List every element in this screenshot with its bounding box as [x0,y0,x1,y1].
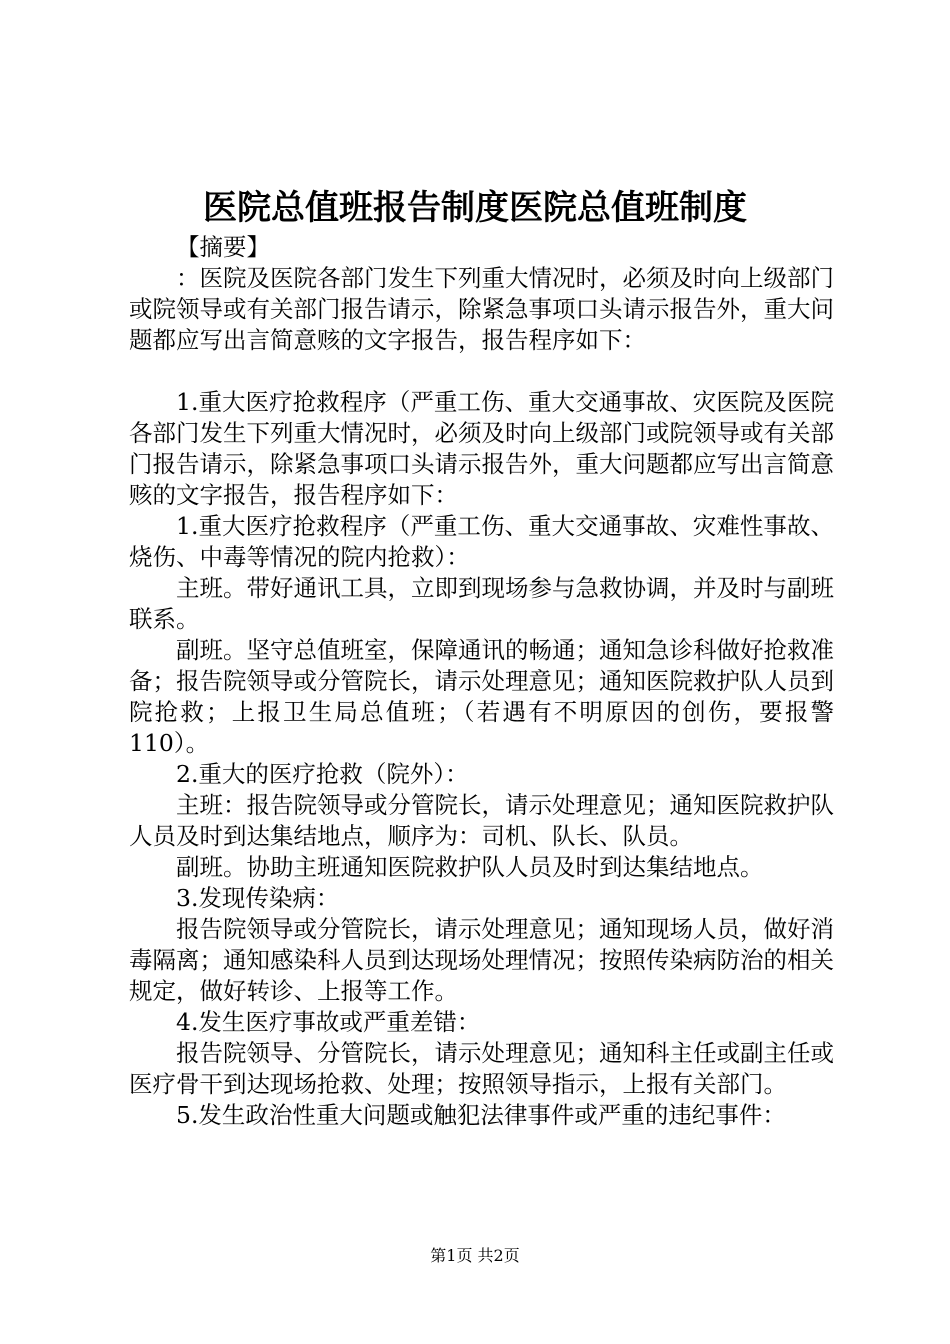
paragraph: 副班。坚守总值班室，保障通讯的畅通；通知急诊科做好抢救准备；报告院领导或分管院长，请示处理意见；通知医院救护队人员到院抢救；上报卫生局总值班；（若遇有不明原因的创伤，要报警110）。 [129,636,834,757]
paragraph-abstract: ：医院及医院各部门发生下列重大情况时，必须及时向上级部门或院领导或有关部门报告请示，除紧急事项口头请示报告外，重大问题都应写出言简意赅的文字报告，报告程序如下： [129,264,834,354]
document-body [129,232,834,1131]
paragraph: 2.重大的医疗抢救（院外）： [176,760,469,788]
paragraph: 报告院领导、分管院长，请示处理意见；通知科主任或副主任或医疗骨干到达现场抢救、处理；按照领导指示，上报有关部门。 [129,1039,834,1098]
paragraph: 1.重大医疗抢救程序（严重工伤、重大交通事故、灾难性事故、烧伤、中毒等情况的院内抢救）： [129,512,834,571]
paragraph: 4.发生医疗事故或严重差错： [176,1008,481,1036]
page-number: 第1页 共2页 [430,1246,520,1265]
paragraph: 主班。带好通讯工具，立即到现场参与急救协调，并及时与副班联系。 [129,574,834,633]
paragraph: 1.重大医疗抢救程序（严重工伤、重大交通事故、灾医院及医院各部门发生下列重大情况时，必须及时向上级部门或院领导或有关部门报告请示，除紧急事项口头请示报告外，重大问题都应写出言简意赅的文字报告，报告程序如下： [129,388,834,509]
paragraph: 报告院领导或分管院长，请示处理意见；通知现场人员，做好消毒隔离；通知感染科人员到达现场处理情况；按照传染病防治的相关规定，做好转诊、上报等工作。 [129,915,834,1005]
document-title: 医院总值班报告制度医院总值班制度 [203,188,747,228]
paragraph: 主班：报告院领导或分管院长，请示处理意见；通知医院救护队人员及时到达集结地点，顺序为：司机、队长、队员。 [129,791,834,850]
paragraph: 3.发现传染病： [176,884,340,912]
paragraph-abstract-heading: 【摘要】 [176,233,270,261]
paragraph: 副班。协助主班通知医院救护队人员及时到达集结地点。 [176,853,764,881]
paragraph: 5.发生政治性重大问题或触犯法律事件或严重的违纪事件： [176,1101,786,1129]
